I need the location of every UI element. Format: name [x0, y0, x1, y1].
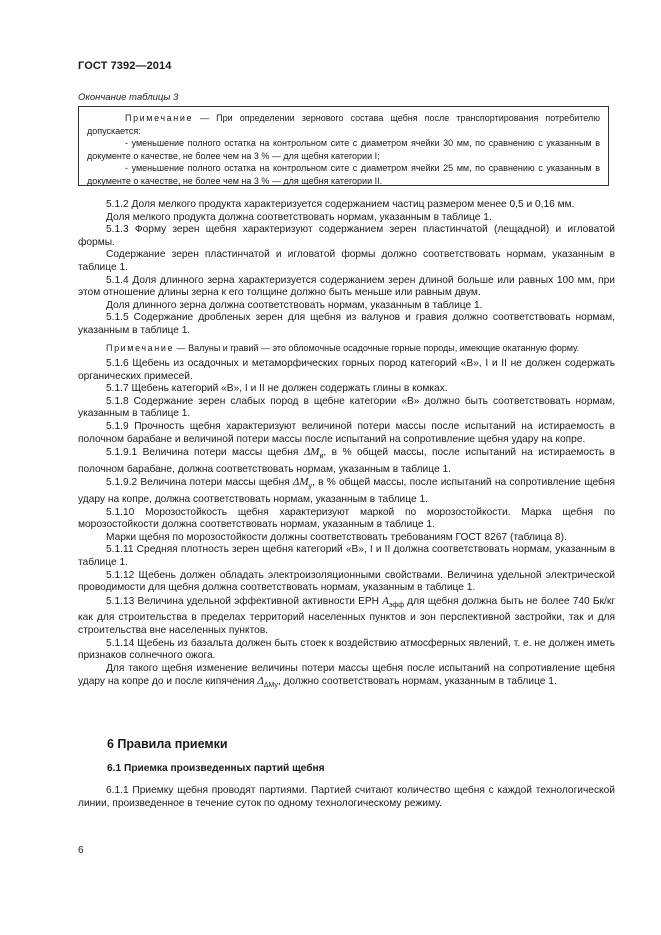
- paragraph: 5.1.7 Щебень категорий «В», I и II не должен содержать глины в комках.: [106, 383, 448, 395]
- note-label: Примечание: [106, 342, 175, 353]
- symbol: ΔM: [303, 446, 320, 459]
- note-item-2: - уменьшение полного остатка на контрольном сите с диаметром ячейки 25 мм, по сравнению с указанным в документе о качестве, не более чем на 3 % — для щебня категории II.: [87, 163, 600, 186]
- paragraph: 6.1.1 Приемку щебня проводят партиями. Партией считают количество щебня с каждой технологической линии, произведенное в течение суток по одному технологическому режиму.: [78, 785, 615, 809]
- table-note-box: [78, 106, 609, 186]
- paragraph: 5.1.3 Форму зерен щебня характеризуют содержанием зерен пластинчатой (лещадной) и игловатой формы.: [78, 224, 615, 248]
- note-label: Примечание: [125, 113, 194, 123]
- paragraph: 5.1.9.1 Величина потери массы щебня $\Delta M_и$, в % общей массы, после испытаний на истираемость в полочном барабане, должна соответствовать нормам, указанным в таблице 1.: [78, 446, 615, 475]
- paragraph: Содержание зерен пластинчатой и игловатой формы должно соответствовать нормам, указанным в таблице 1.: [78, 249, 615, 273]
- body-text-section-6: [78, 785, 615, 810]
- paragraph: 5.1.6 Щебень из осадочных и метаморфических горных пород категорий «В», I и II не должен содержать органических примесей.: [78, 357, 615, 382]
- paragraph: 5.1.4 Доля длинного зерна характеризуется содержанием зерен длиной больше или равных 100 мм, при этом отношение длины зерна к его толщине должно быть меньше или равным двум.: [78, 274, 615, 299]
- page-number: 6: [78, 845, 84, 856]
- paragraph: 5.1.12 Щебень должен обладать электроизоляционными свойствами. Величина удельной электрической проводимости для щебня должна соответствовать нормам, указанным в таблице 1.: [78, 569, 615, 594]
- paragraph: 5.1.11 Средняя плотность зерен щебня категорий «В», I и II должна соответствовать нормам, указанным в таблице 1.: [78, 544, 615, 568]
- paragraph: Доля длинного зерна должна соответствовать нормам, указанным в таблице 1.: [106, 299, 483, 311]
- note-valuny: Примечание — Валуны и гравий — это обломочные осадочные горные породы, имеющие окатанную форму.: [106, 342, 580, 353]
- paragraph: 5.1.5 Содержание дробленых зерен для щебня из валунов и гравия должно соответствовать нормам, указанным в таблице 1.: [78, 312, 615, 336]
- symbol: Δ: [257, 675, 264, 688]
- paragraph: 5.1.8 Содержание зерен слабых пород в щебне категории «В» должно быть соответствовать нормам, указанным в таблице 1.: [78, 395, 615, 420]
- section-title: 6 Правила приемки: [107, 737, 228, 751]
- subsection-title: 6.1 Приемка произведенных партий щебня: [107, 763, 325, 774]
- paragraph: 5.1.9.2 Величина потери массы щебня $\Delta M_у$, в % общей массы, после испытаний на сопротивление щебня удару на копре, должна соответствовать нормам, указанным в таблице 1.: [78, 476, 615, 505]
- table-caption: Окончание таблицы 3: [78, 92, 179, 103]
- paragraph: Для такого щебня изменение величины потери массы щебня после испытаний на сопротивление щебня удару на копре до и после кипячения $\Delta_{\Delta My}$, должно соответствовать нормам, указанным в таблице 1.: [78, 662, 615, 690]
- paragraph: 5.1.10 Морозостойкость щебня характеризуют маркой по морозостойкости. Марка щебня по морозостойкости должна соответствовать нормам, указанным в таблице 1.: [78, 506, 615, 531]
- body-text: [78, 199, 615, 693]
- paragraph: 5.1.14 Щебень из базальта должен быть стоек к воздействию атмосферных явлений, т. е. не должен иметь признаков солнечного ожога.: [78, 637, 615, 662]
- symbol: A: [382, 594, 389, 607]
- standard-header: ГОСТ 7392—2014: [78, 60, 172, 72]
- paragraph: Доля мелкого продукта должна соответствовать нормам, указанным в таблице 1.: [106, 211, 492, 223]
- paragraph: 5.1.9 Прочность щебня характеризуют величиной потери массы после испытаний на истираемость в полочном барабане и величиной потери массы после испытаний на сопротивление щебня удару на копре.: [78, 420, 615, 445]
- note-item-1: - уменьшение полного остатка на контрольном сите с диаметром ячейки 30 мм, по сравнению с указанным в документе о качестве, не более чем на 3 % — для щебня категории I;: [87, 138, 600, 161]
- paragraph: Марки щебня по морозостойкости должны соответствовать требованиям ГОСТ 8267 (таблица 8).: [106, 531, 567, 543]
- note-intro: Примечание — При определении зернового состава щебня после транспортирования потребителю допускается:: [87, 113, 600, 136]
- paragraph: 5.1.2 Доля мелкого продукта характеризуется содержанием частиц размером менее 0,5 и 0,16 мм.: [106, 199, 575, 210]
- symbol: ΔM: [292, 476, 309, 489]
- paragraph: 5.1.13 Величина удельной эффективной активности ЕРН $A_{эфф}$ для щебня должна быть не более 740 Бк/кг как для строительства в пределах территорий населенных пунктов и зон перспективной застройки, так и для строительства вне населенных пунктов.: [78, 594, 616, 636]
